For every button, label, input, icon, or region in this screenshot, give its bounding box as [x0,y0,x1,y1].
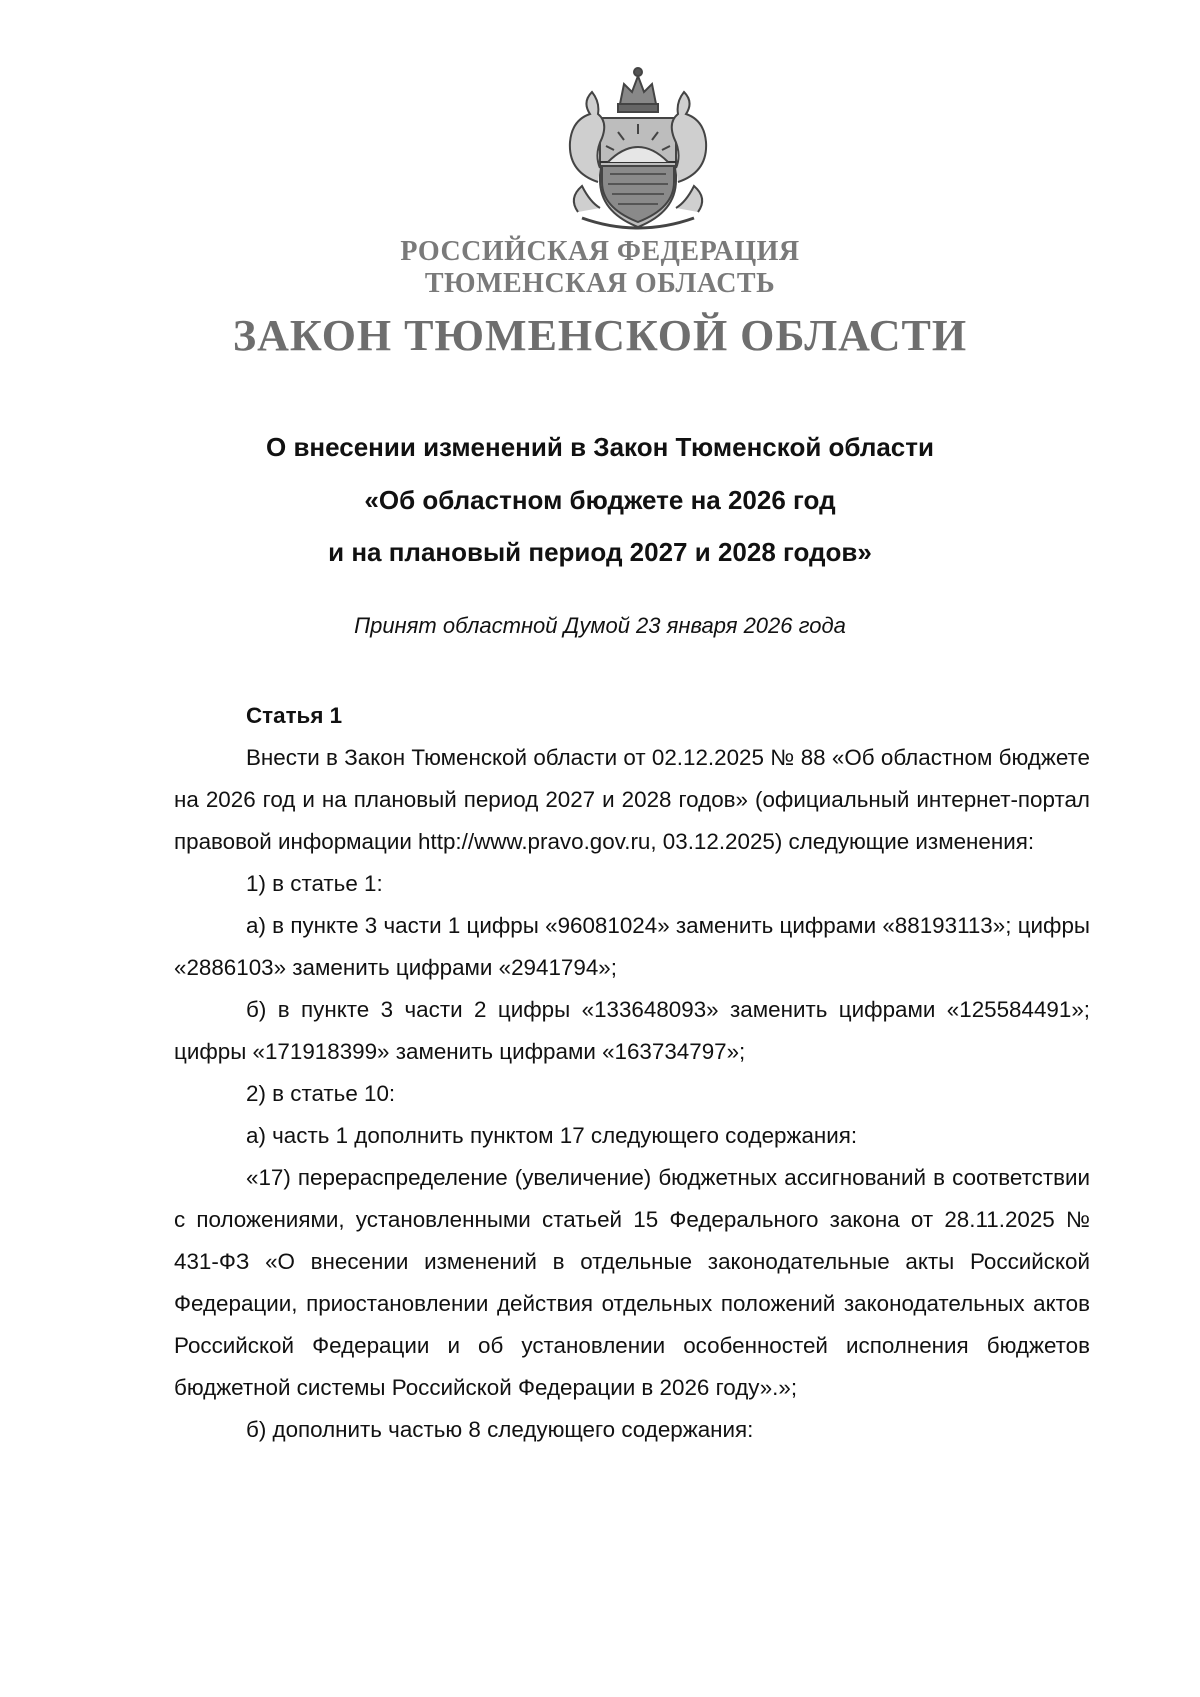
law-title-line-3: и на плановый период 2027 и 2028 годов» [328,537,872,567]
law-title-line-1: О внесении изменений в Закон Тюменской области [266,432,934,462]
header-doc-type: ЗАКОН ТЮМЕНСКОЙ ОБЛАСТИ [232,311,968,360]
header-country: РОССИЙСКАЯ ФЕДЕРАЦИЯ [400,236,800,267]
article-paragraph: Внести в Закон Тюменской области от 02.12.2025 № 88 «Об областном бюджете на 2026 год и на плановый период 2027 и 2028 годов» (официальный интернет-портал правовой информации http://www.pravo.gov.ru, 03.12.2025) следующие изменения: [174,745,1090,854]
adoption-note: Принят областной Думой 23 января 2026 года [354,613,846,638]
article-paragraph: б) дополнить частью 8 следующего содержания: [246,1417,754,1442]
article-paragraph: 1) в статье 1: [246,871,383,896]
article-paragraph: 2) в статье 10: [246,1081,396,1106]
coat-of-arms-emblem [538,62,738,237]
header-region: ТЮМЕНСКАЯ ОБЛАСТЬ [424,268,776,299]
article-paragraph: а) в пункте 3 части 1 цифры «96081024» заменить цифрами «88193113»; цифры «2886103» заменить цифрами «2941794»; [174,913,1090,980]
article-paragraph: а) часть 1 дополнить пунктом 17 следующего содержания: [246,1123,858,1148]
article-paragraph: «17) перераспределение (увеличение) бюджетных ассигнований в соответствии с положениями, установленными статьей 15 Федерального закона от 28.11.2025 № 431-ФЗ «О внесении изменений в отдельные законодательные акты Российской Федерации, приостановлении действия отдельных положений законодательных актов Российской Федерации и об установлении особенностей исполнения бюджетов бюджетной системы Российской Федерации в 2026 году».»; [174,1165,1090,1400]
law-title-line-2: «Об областном бюджете на 2026 год [364,485,836,515]
article-heading: Статья 1 [246,703,343,728]
article-body [174,695,1090,1451]
article-paragraph: б) в пункте 3 части 2 цифры «133648093» заменить цифрами «125584491»; цифры «171918399» заменить цифрами «163734797»; [174,997,1090,1064]
